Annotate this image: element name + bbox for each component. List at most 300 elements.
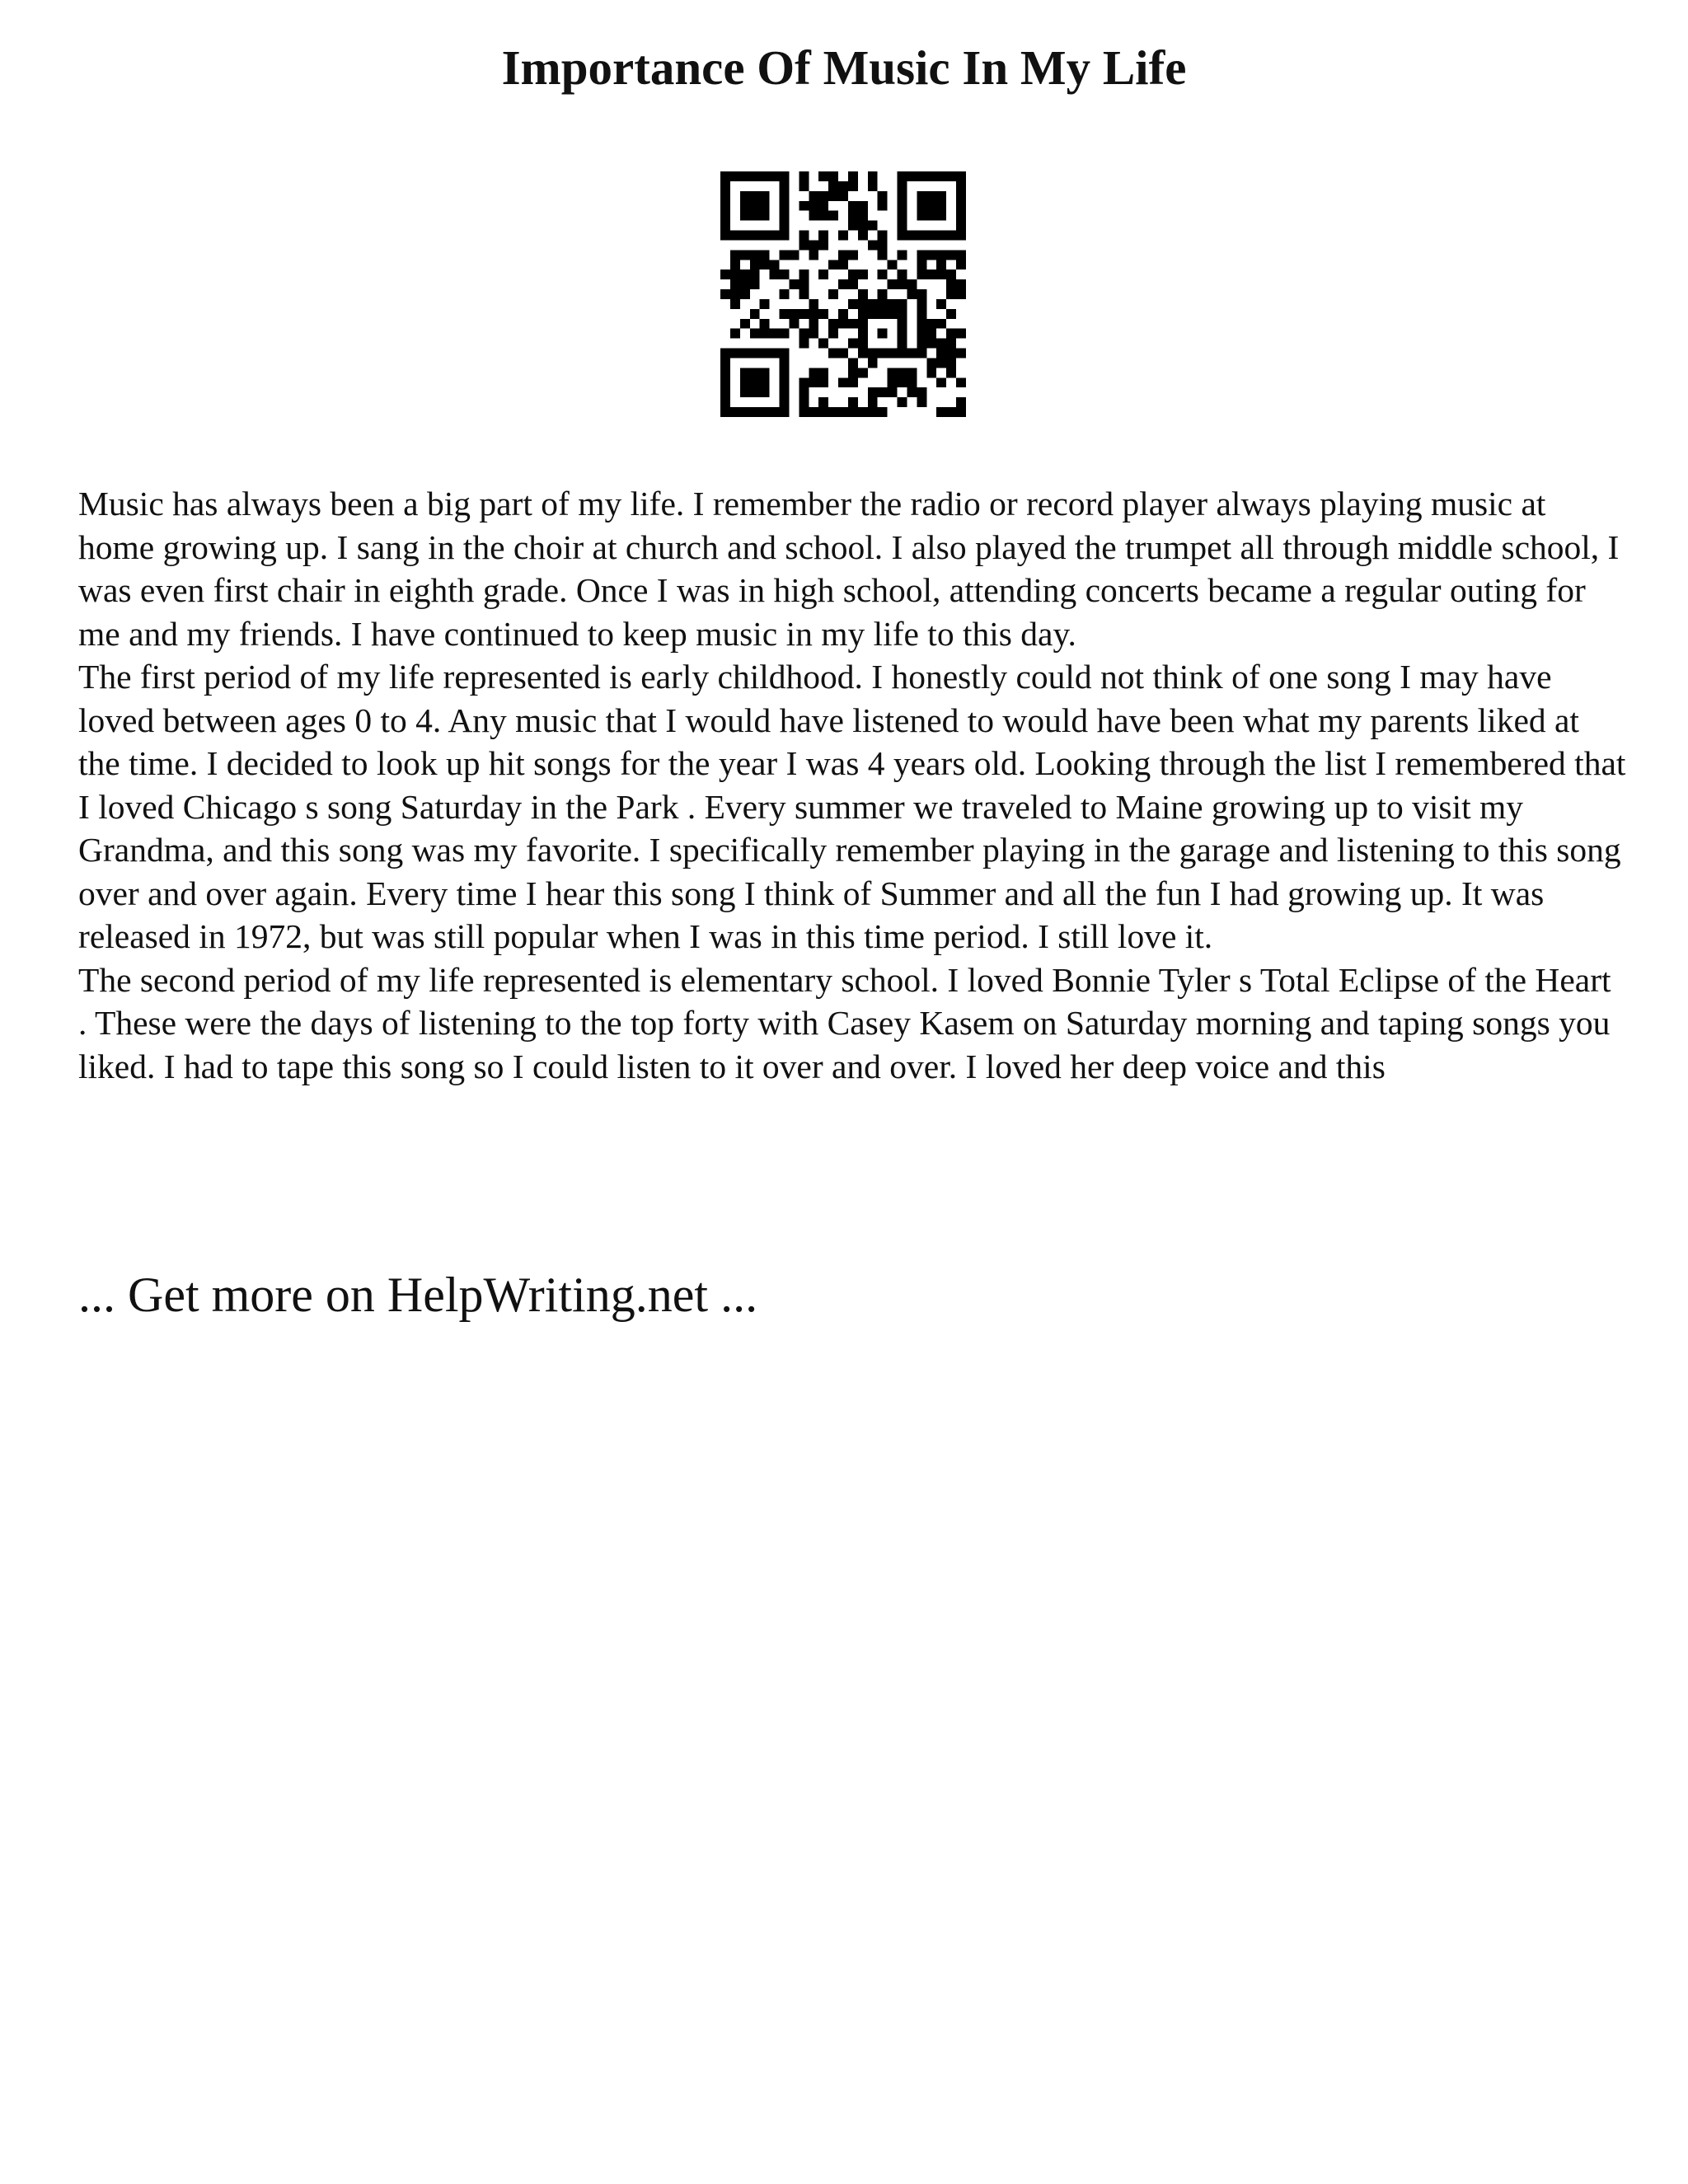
qr-module — [956, 279, 966, 289]
qr-module — [780, 181, 790, 191]
qr-module — [878, 309, 888, 319]
qr-module — [740, 377, 750, 387]
qr-module — [888, 309, 898, 319]
qr-module — [898, 377, 907, 387]
qr-module — [898, 181, 907, 191]
document-title: Importance Of Music In My Life — [501, 40, 1187, 95]
qr-module — [760, 299, 770, 309]
qr-module — [780, 171, 790, 181]
qr-module — [946, 171, 956, 181]
qr-module — [818, 231, 828, 241]
qr-module — [809, 377, 818, 387]
qr-module — [917, 231, 926, 241]
qr-module — [838, 191, 848, 201]
qr-module — [750, 211, 760, 221]
qr-module — [878, 387, 888, 397]
qr-module — [898, 211, 907, 221]
qr-module — [848, 299, 858, 309]
qr-module — [858, 407, 868, 417]
qr-module — [848, 269, 858, 279]
qr-module — [720, 377, 730, 387]
qr-module — [838, 231, 848, 241]
qr-module — [809, 250, 818, 260]
qr-module — [848, 358, 858, 368]
qr-module — [888, 368, 898, 377]
qr-module — [730, 349, 740, 359]
qr-module — [878, 289, 888, 299]
qr-module — [956, 407, 966, 417]
qr-module — [818, 191, 828, 201]
qr-module — [780, 309, 790, 319]
qr-module — [809, 240, 818, 250]
qr-module — [740, 279, 750, 289]
qr-module — [730, 171, 740, 181]
qr-module — [898, 299, 907, 309]
qr-module — [720, 181, 730, 191]
qr-module — [946, 368, 956, 377]
qr-module — [858, 211, 868, 221]
qr-module — [898, 349, 907, 359]
qr-module — [799, 289, 809, 299]
qr-module — [956, 289, 966, 299]
qr-module — [898, 231, 907, 241]
qr-module — [789, 319, 799, 329]
qr-module — [888, 279, 898, 289]
qr-module — [917, 211, 926, 221]
qr-module — [917, 269, 926, 279]
qr-module — [946, 279, 956, 289]
qr-module — [926, 250, 936, 260]
qr-module — [936, 260, 946, 269]
qr-module — [720, 387, 730, 397]
qr-module — [858, 289, 868, 299]
qr-module — [926, 191, 936, 201]
qr-module — [917, 387, 926, 397]
qr-module — [926, 231, 936, 241]
qr-module — [907, 377, 917, 387]
qr-module — [809, 191, 818, 201]
qr-module — [936, 407, 946, 417]
qr-module — [730, 299, 740, 309]
qr-module — [848, 368, 858, 377]
qr-module — [730, 231, 740, 241]
qr-module — [799, 181, 809, 191]
qr-module — [946, 407, 956, 417]
qr-module — [898, 368, 907, 377]
qr-module — [858, 349, 868, 359]
qr-module — [926, 339, 936, 349]
qr-module — [917, 339, 926, 349]
qr-module — [740, 368, 750, 377]
qr-module — [956, 349, 966, 359]
qr-module — [750, 329, 760, 339]
qr-module — [730, 269, 740, 279]
qr-module — [780, 201, 790, 211]
qr-module — [828, 260, 838, 269]
qr-module — [956, 191, 966, 201]
qr-code-icon — [720, 171, 966, 417]
qr-module — [936, 171, 946, 181]
qr-module — [799, 397, 809, 407]
qr-module — [848, 181, 858, 191]
qr-module — [809, 329, 818, 339]
qr-module — [809, 319, 818, 329]
qr-module — [799, 240, 809, 250]
qr-module — [799, 387, 809, 397]
qr-module — [720, 191, 730, 201]
qr-module — [720, 211, 730, 221]
qr-module — [936, 250, 946, 260]
qr-module — [898, 201, 907, 211]
qr-module — [838, 349, 848, 359]
qr-module — [917, 191, 926, 201]
qr-module — [809, 309, 818, 319]
qr-module — [907, 279, 917, 289]
qr-module — [720, 368, 730, 377]
qr-module — [720, 269, 730, 279]
qr-module — [770, 269, 780, 279]
qr-module — [750, 250, 760, 260]
qr-module — [760, 407, 770, 417]
qr-module — [799, 309, 809, 319]
qr-module — [868, 349, 878, 359]
qr-module — [818, 269, 828, 279]
qr-module — [956, 329, 966, 339]
qr-module — [730, 250, 740, 260]
qr-module — [907, 368, 917, 377]
qr-module — [799, 231, 809, 241]
qr-module — [848, 201, 858, 211]
qr-module — [750, 407, 760, 417]
qr-module — [760, 260, 770, 269]
qr-module — [888, 260, 898, 269]
qr-module — [917, 201, 926, 211]
qr-module — [878, 201, 888, 211]
qr-module — [750, 387, 760, 397]
qr-module — [848, 171, 858, 181]
qr-module — [789, 279, 799, 289]
qr-module — [760, 319, 770, 329]
qr-module — [936, 211, 946, 221]
qr-module — [956, 250, 966, 260]
qr-module — [848, 211, 858, 221]
qr-module — [828, 171, 838, 181]
qr-module — [720, 171, 730, 181]
qr-module — [760, 329, 770, 339]
qr-module — [740, 269, 750, 279]
qr-module — [848, 250, 858, 260]
qr-module — [936, 377, 946, 387]
qr-module — [956, 260, 966, 269]
qr-module — [936, 299, 946, 309]
qr-module — [730, 279, 740, 289]
qr-module — [809, 211, 818, 221]
qr-module — [898, 397, 907, 407]
qr-module — [770, 171, 780, 181]
qr-module — [868, 171, 878, 181]
qr-module — [828, 319, 838, 329]
qr-module — [720, 407, 730, 417]
qr-module — [760, 349, 770, 359]
qr-module — [818, 240, 828, 250]
qr-module — [898, 339, 907, 349]
qr-module — [740, 387, 750, 397]
qr-module — [809, 368, 818, 377]
qr-module — [780, 250, 790, 260]
qr-module — [946, 339, 956, 349]
qr-module — [868, 358, 878, 368]
qr-module — [907, 349, 917, 359]
qr-module — [838, 319, 848, 329]
qr-module — [926, 211, 936, 221]
qr-module — [818, 201, 828, 211]
qr-module — [780, 231, 790, 241]
qr-module — [838, 407, 848, 417]
qr-module — [780, 329, 790, 339]
qr-module — [750, 201, 760, 211]
qr-module — [838, 260, 848, 269]
qr-module — [956, 171, 966, 181]
qr-module — [740, 407, 750, 417]
qr-module — [838, 250, 848, 260]
qr-module — [917, 397, 926, 407]
qr-module — [936, 319, 946, 329]
qr-module — [888, 349, 898, 359]
qr-module — [828, 349, 838, 359]
qr-module — [789, 250, 799, 260]
qr-module — [926, 329, 936, 339]
qr-module — [838, 279, 848, 289]
qr-module — [917, 289, 926, 299]
qr-module — [888, 299, 898, 309]
qr-module — [956, 181, 966, 191]
qr-module — [760, 211, 770, 221]
qr-module — [868, 299, 878, 309]
qr-module — [946, 250, 956, 260]
qr-module — [818, 377, 828, 387]
qr-module — [818, 397, 828, 407]
qr-module — [780, 221, 790, 231]
qr-module — [740, 319, 750, 329]
qr-module — [799, 171, 809, 181]
qr-module — [848, 339, 858, 349]
qr-module — [828, 407, 838, 417]
qr-module — [780, 387, 790, 397]
qr-module — [770, 231, 780, 241]
qr-module — [750, 279, 760, 289]
qr-module — [780, 377, 790, 387]
qr-module — [828, 289, 838, 299]
qr-module — [760, 201, 770, 211]
qr-module — [740, 349, 750, 359]
qr-module — [818, 339, 828, 349]
qr-module — [780, 349, 790, 359]
qr-module — [799, 269, 809, 279]
qr-module — [858, 339, 868, 349]
qr-module — [818, 171, 828, 181]
qr-module — [868, 397, 878, 407]
qr-module — [720, 231, 730, 241]
qr-module — [926, 269, 936, 279]
qr-module — [917, 319, 926, 329]
qr-module — [898, 309, 907, 319]
qr-module — [750, 260, 760, 269]
qr-module — [956, 231, 966, 241]
qr-module — [907, 387, 917, 397]
qr-module — [760, 171, 770, 181]
qr-module — [898, 329, 907, 339]
qr-module — [917, 329, 926, 339]
qr-module — [760, 231, 770, 241]
qr-module — [868, 240, 878, 250]
qr-module — [760, 250, 770, 260]
qr-module — [936, 191, 946, 201]
qr-module — [848, 407, 858, 417]
essay-body — [78, 482, 1628, 1088]
qr-module — [917, 309, 926, 319]
qr-module — [946, 289, 956, 299]
qr-module — [848, 221, 858, 231]
qr-module — [936, 358, 946, 368]
qr-module — [898, 221, 907, 231]
qr-module — [720, 289, 730, 299]
qr-module — [828, 181, 838, 191]
qr-module — [907, 171, 917, 181]
qr-module — [898, 171, 907, 181]
paragraph-3: The second period of my life represented is elementary school. I loved Bonnie Tyler s Total Eclipse of the Heart . These were the days of listening to the top forty with Casey Kasem on Saturday morning and taping songs you liked. I had to tape this song so I could listen to it over and over. I loved her deep voice and this — [78, 960, 1611, 1085]
qr-module — [946, 309, 956, 319]
qr-module — [858, 299, 868, 309]
qr-module — [926, 201, 936, 211]
qr-module — [898, 269, 907, 279]
qr-module — [770, 349, 780, 359]
qr-module — [878, 329, 888, 339]
qr-module — [818, 211, 828, 221]
qr-module — [907, 231, 917, 241]
qr-module — [868, 221, 878, 231]
qr-module — [780, 191, 790, 201]
qr-module — [917, 299, 926, 309]
qr-module — [740, 231, 750, 241]
qr-module — [917, 260, 926, 269]
qr-module — [917, 171, 926, 181]
qr-module — [740, 201, 750, 211]
qr-module — [848, 397, 858, 407]
qr-module — [858, 201, 868, 211]
qr-module — [809, 407, 818, 417]
qr-module — [789, 309, 799, 319]
qr-module — [799, 407, 809, 417]
qr-module — [750, 377, 760, 387]
qr-module — [936, 349, 946, 359]
qr-module — [818, 407, 828, 417]
qr-module — [740, 171, 750, 181]
qr-module — [780, 289, 790, 299]
qr-module — [956, 201, 966, 211]
qr-module — [888, 387, 898, 397]
qr-module — [770, 407, 780, 417]
qr-module — [926, 319, 936, 329]
qr-module — [946, 231, 956, 241]
qr-module — [730, 407, 740, 417]
qr-module — [730, 260, 740, 269]
qr-module — [720, 358, 730, 368]
qr-module — [878, 407, 888, 417]
qr-module — [818, 309, 828, 319]
qr-module — [956, 221, 966, 231]
qr-module — [740, 211, 750, 221]
qr-module — [926, 368, 936, 377]
qr-module — [848, 377, 858, 387]
qr-module — [799, 329, 809, 339]
qr-module — [730, 289, 740, 299]
qr-module — [750, 231, 760, 241]
qr-module — [760, 387, 770, 397]
qr-module — [878, 269, 888, 279]
qr-module — [848, 279, 858, 289]
qr-module — [818, 368, 828, 377]
qr-module — [936, 231, 946, 241]
get-more-link[interactable]: ... Get more on HelpWriting.net ... — [78, 1268, 758, 1322]
qr-module — [926, 358, 936, 368]
qr-module — [868, 309, 878, 319]
qr-module — [898, 319, 907, 329]
qr-module — [730, 329, 740, 339]
qr-module — [917, 250, 926, 260]
qr-module — [720, 201, 730, 211]
qr-module — [868, 407, 878, 417]
qr-module — [946, 358, 956, 368]
qr-module — [750, 368, 760, 377]
qr-module — [848, 319, 858, 329]
qr-module — [946, 349, 956, 359]
qr-module — [828, 211, 838, 221]
qr-module — [917, 349, 926, 359]
paragraph-2: The first period of my life represented is early childhood. I honestly could not think of one song I may have loved between ages 0 to 4. Any music that I would have listened to would have been what my parents liked at the time. I decided to look up hit songs for the year I was 4 years old. Looking through the list I remembered that I loved Chicago s song Saturday in the Park . Every summer we traveled to Maine growing up to visit my Grandma, and this song was my favorite. I specifically remember playing in the garage and listening to this song over and over again. Every time I hear this song I think of Summer and all the fun I had growing up. It was released in 1972, but was still popular when I was in this time period. I still love it. — [78, 658, 1626, 955]
qr-module — [780, 397, 790, 407]
qr-module — [720, 221, 730, 231]
qr-module — [799, 279, 809, 289]
qr-module — [740, 289, 750, 299]
qr-module — [898, 279, 907, 289]
qr-module — [750, 191, 760, 201]
qr-module — [956, 397, 966, 407]
qr-module — [750, 269, 760, 279]
qr-module — [858, 269, 868, 279]
qr-module — [858, 309, 868, 319]
qr-module — [720, 397, 730, 407]
qr-module — [828, 329, 838, 339]
qr-module — [878, 299, 888, 309]
qr-module — [780, 368, 790, 377]
qr-module — [878, 240, 888, 250]
qr-module — [838, 181, 848, 191]
qr-module — [858, 221, 868, 231]
qr-module — [926, 171, 936, 181]
qr-module — [750, 309, 760, 319]
qr-module — [740, 250, 750, 260]
qr-module — [878, 231, 888, 241]
qr-module — [858, 319, 868, 329]
qr-module — [858, 368, 868, 377]
qr-module — [946, 329, 956, 339]
qr-module — [780, 211, 790, 221]
qr-module — [760, 191, 770, 201]
qr-module — [907, 289, 917, 299]
qr-module — [956, 377, 966, 387]
qr-module — [898, 191, 907, 201]
qr-module — [809, 201, 818, 211]
